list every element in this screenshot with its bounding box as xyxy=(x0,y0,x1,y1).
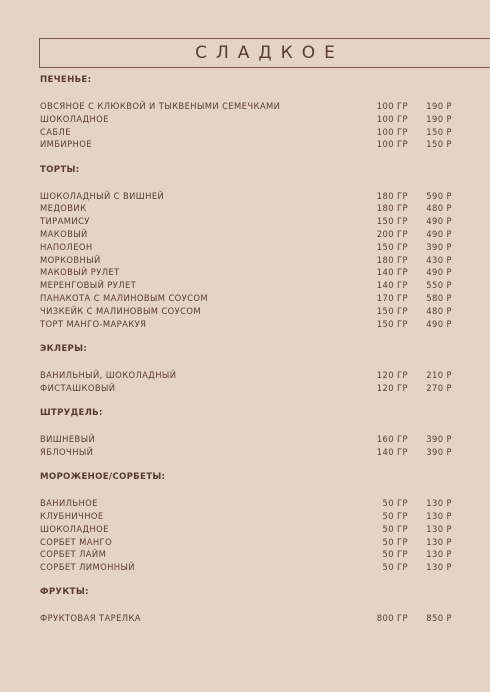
item-price: 490 Р xyxy=(426,229,452,240)
item-price: 150 Р xyxy=(426,126,452,137)
section-heading: ЭКЛЕРЫ: xyxy=(40,343,88,354)
item-weight: 50 ГР xyxy=(382,510,408,521)
item-price: 130 Р xyxy=(426,510,452,521)
section-eclairs xyxy=(40,343,452,395)
item-weight: 140 ГР xyxy=(376,267,408,278)
item-weight: 50 ГР xyxy=(382,498,408,509)
menu-item xyxy=(40,138,452,151)
menu-item xyxy=(40,497,452,510)
item-name: СОРБЕТ ЛИМОННЫЙ xyxy=(40,562,135,573)
item-price: 390 Р xyxy=(426,434,452,445)
menu-item xyxy=(40,202,452,215)
item-name: ВАНИЛЬНЫЙ, ШОКОЛАДНЫЙ xyxy=(40,369,177,380)
item-weight: 180 ГР xyxy=(376,190,408,201)
section-cookies xyxy=(40,74,452,151)
item-price: 550 Р xyxy=(426,280,452,291)
item-price: 580 Р xyxy=(426,293,452,304)
item-price: 390 Р xyxy=(426,241,452,252)
menu-item xyxy=(40,305,452,318)
item-name: МЕДОВИК xyxy=(40,203,87,214)
item-weight: 100 ГР xyxy=(376,101,408,111)
menu-item xyxy=(40,523,452,536)
item-price: 150 Р xyxy=(426,139,452,150)
item-weight: 120 ГР xyxy=(376,382,408,393)
item-name: ЯБЛОЧНЫЙ xyxy=(40,446,94,457)
item-price: 130 Р xyxy=(426,562,452,573)
item-weight: 100 ГР xyxy=(376,139,408,150)
menu-list xyxy=(40,74,452,625)
item-weight: 160 ГР xyxy=(376,434,408,445)
item-name: ТОРТ МАНГО-МАРАКУЯ xyxy=(40,318,147,329)
item-price: 490 Р xyxy=(426,216,452,227)
section-ice-cream xyxy=(40,471,452,574)
section-heading: ФРУКТЫ: xyxy=(40,587,89,598)
section-heading: ПЕЧЕНЬЕ: xyxy=(40,75,92,85)
menu-item xyxy=(40,369,452,382)
menu-item xyxy=(40,536,452,549)
menu-item xyxy=(40,612,452,625)
item-price: 270 Р xyxy=(426,382,452,393)
item-name: САБЛЕ xyxy=(40,126,71,137)
item-name: КЛУБНИЧНОЕ xyxy=(40,510,104,521)
item-price: 850 Р xyxy=(426,613,452,624)
item-weight: 50 ГР xyxy=(382,523,408,534)
page-title: СЛАДКОЕ xyxy=(195,43,344,63)
item-weight: 800 ГР xyxy=(376,613,408,624)
item-name: ШОКОЛАДНОЕ xyxy=(40,523,109,534)
item-name: ВАНИЛЬНОЕ xyxy=(40,498,98,509)
item-price: 590 Р xyxy=(426,190,452,201)
item-weight: 140 ГР xyxy=(376,280,408,291)
item-price: 480 Р xyxy=(426,203,452,214)
menu-item xyxy=(40,318,452,331)
menu-item xyxy=(40,510,452,523)
section-fruits xyxy=(40,586,452,625)
menu-item xyxy=(40,228,452,241)
item-weight: 100 ГР xyxy=(376,126,408,137)
section-heading: ТОРТЫ: xyxy=(40,164,80,175)
item-price: 210 Р xyxy=(426,369,452,380)
item-name: СОРБЕТ ЛАЙМ xyxy=(40,549,107,560)
section-strudel xyxy=(40,407,452,459)
menu-item xyxy=(40,190,452,203)
menu-item xyxy=(40,382,452,395)
menu-item xyxy=(40,241,452,254)
menu-item xyxy=(40,100,452,113)
menu-item xyxy=(40,279,452,292)
item-name: ИМБИРНОЕ xyxy=(40,139,92,150)
item-weight: 180 ГР xyxy=(376,203,408,214)
item-name: ПАНАКОТА С МАЛИНОВЫМ СОУСОМ xyxy=(40,293,209,304)
menu-item xyxy=(40,446,452,459)
item-weight: 50 ГР xyxy=(382,549,408,560)
title-frame xyxy=(39,38,490,68)
item-weight: 150 ГР xyxy=(376,318,408,329)
item-weight: 200 ГР xyxy=(376,229,408,240)
menu-item xyxy=(40,292,452,305)
item-price: 490 Р xyxy=(426,267,452,278)
item-price: 390 Р xyxy=(426,446,452,457)
item-price: 130 Р xyxy=(426,523,452,534)
item-name: МОРКОВНЫЙ xyxy=(40,254,101,265)
item-price: 480 Р xyxy=(426,305,452,316)
section-heading: МОРОЖЕНОЕ/СОРБЕТЫ: xyxy=(40,472,166,483)
item-name: МАКОВЫЙ РУЛЕТ xyxy=(40,267,120,278)
item-weight: 100 ГР xyxy=(376,113,408,124)
item-name: ВИШНЕВЫЙ xyxy=(40,434,96,445)
item-price: 190 Р xyxy=(426,113,452,124)
item-weight: 140 ГР xyxy=(376,446,408,457)
menu-item xyxy=(40,548,452,561)
menu-item xyxy=(40,113,452,126)
item-name: ФРУКТОВАЯ ТАРЕЛКА xyxy=(40,613,141,624)
menu-item xyxy=(40,254,452,267)
menu-item xyxy=(40,561,452,574)
menu-item xyxy=(40,266,452,279)
item-weight: 150 ГР xyxy=(376,216,408,227)
item-price: 130 Р xyxy=(426,549,452,560)
item-name: ЧИЗКЕЙК С МАЛИНОВЫМ СОУСОМ xyxy=(40,305,202,316)
item-weight: 170 ГР xyxy=(376,293,408,304)
item-price: 130 Р xyxy=(426,498,452,509)
item-name: ШОКОЛАДНОЕ xyxy=(40,113,109,124)
item-name: СОРБЕТ МАНГО xyxy=(40,536,113,547)
item-weight: 150 ГР xyxy=(376,241,408,252)
item-price: 490 Р xyxy=(426,318,452,329)
item-name: МЕРЕНГОВЫЙ РУЛЕТ xyxy=(40,280,137,291)
item-weight: 50 ГР xyxy=(382,562,408,573)
item-name: МАКОВЫЙ xyxy=(40,229,88,240)
menu-item xyxy=(40,126,452,139)
item-name: ОВСЯНОЕ С КЛЮКВОЙ И ТЫКВЕНЫМИ СЕМЕЧКАМИ xyxy=(40,101,281,111)
section-cakes xyxy=(40,164,452,331)
item-name: ТИРАМИСУ xyxy=(40,216,90,227)
item-name: ШОКОЛАДНЫЙ С ВИШНЕЙ xyxy=(40,190,165,201)
item-price: 130 Р xyxy=(426,536,452,547)
item-price: 430 Р xyxy=(426,254,452,265)
item-weight: 120 ГР xyxy=(376,369,408,380)
item-name: ФИСТАШКОВЫЙ xyxy=(40,382,116,393)
item-weight: 180 ГР xyxy=(376,254,408,265)
menu-item xyxy=(40,215,452,228)
item-weight: 50 ГР xyxy=(382,536,408,547)
item-price: 190 Р xyxy=(426,101,452,111)
menu-item xyxy=(40,433,452,446)
section-heading: ШТРУДЕЛЬ: xyxy=(40,408,103,419)
item-name: НАПОЛЕОН xyxy=(40,241,93,252)
item-weight: 150 ГР xyxy=(376,305,408,316)
